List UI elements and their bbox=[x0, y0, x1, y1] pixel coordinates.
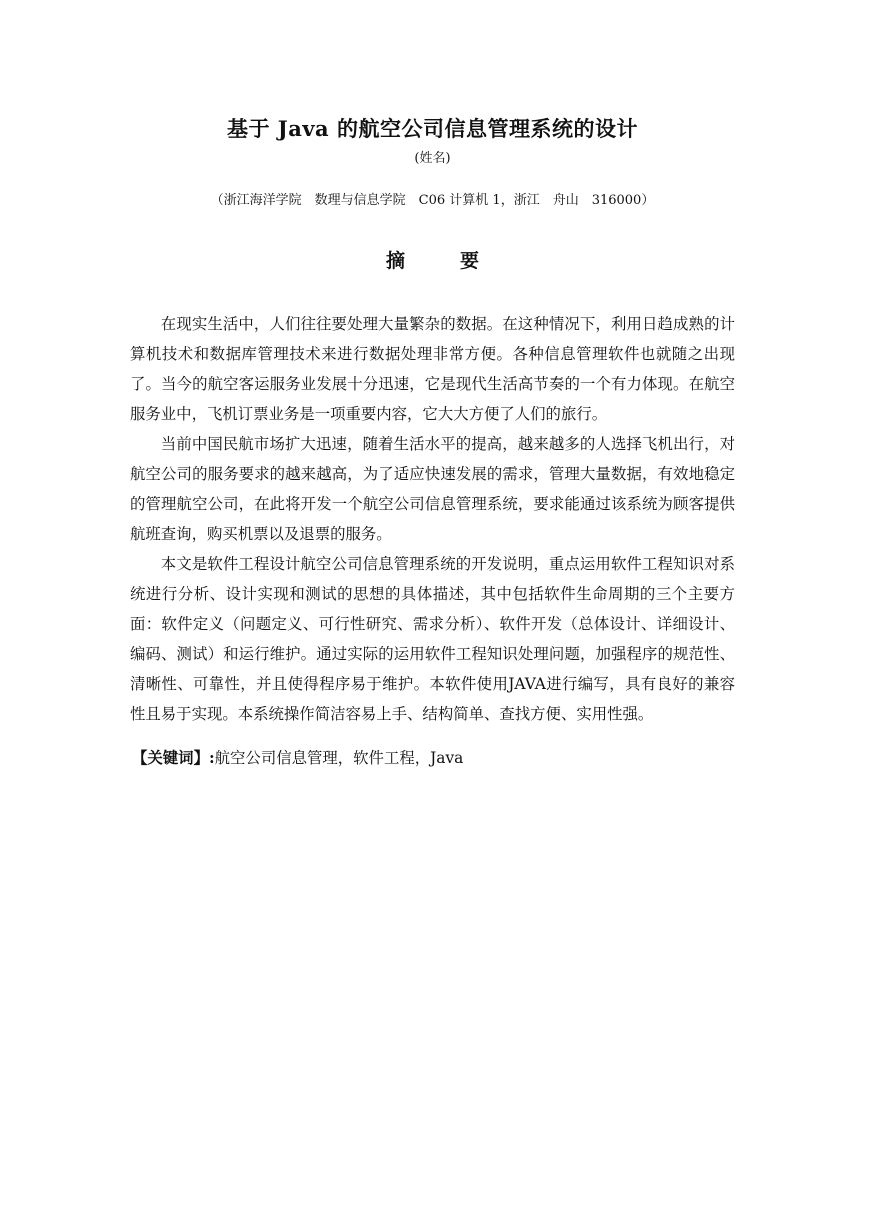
abstract-body bbox=[130, 309, 735, 729]
abstract-paragraph: 在现实生活中，人们往往要处理大量繁杂的数据。在这种情况下，利用日趋成熟的计算机技术和数据库管理技术来进行数据处理非常方便。各种信息管理软件也就随之出现了。当今的航空客运服务业发展十分迅速，它是现代生活高节奏的一个有力体现。在航空服务业中，飞机订票业务是一项重要内容，它大大方便了人们的旅行。 bbox=[130, 315, 735, 423]
author-affiliation: （浙江海洋学院 数理与信息学院 C06 计算机 1，浙江 舟山 316000） bbox=[210, 193, 655, 208]
abstract-paragraph: 当前中国民航市场扩大迅速，随着生活水平的提高，越来越多的人选择飞机出行，对航空公司的服务要求的越来越高，为了适应快速发展的需求，管理大量数据，有效地稳定的管理航空公司，在此将开发一个航空公司信息管理系统，要求能通过该系统为顾客提供航班查询，购买机票以及退票的服务。 bbox=[130, 435, 735, 543]
paper-title: 基于 Java 的航空公司信息管理系统的设计 bbox=[227, 116, 638, 141]
author-name: (姓名) bbox=[414, 151, 451, 166]
abstract-paragraph: 本文是软件工程设计航空公司信息管理系统的开发说明，重点运用软件工程知识对系统进行分析、设计实现和测试的思想的具体描述，其中包括软件生命周期的三个主要方面：软件定义（问题定义、可行性研究、需求分析）、软件开发（总体设计、详细设计、编码、测试）和运行维护。通过实际的运用软件工程知识处理问题，加强程序的规范性、清晰性、可靠性，并且使得程序易于维护。本软件使用JAVA进行编写，具有良好的兼容性且易于实现。本系统操作简洁容易上手、结构简单、查找方便、实用性强。 bbox=[130, 555, 735, 723]
abstract-heading: 摘 要 bbox=[385, 250, 497, 272]
keywords-line bbox=[132, 743, 735, 773]
keywords-label: 【关键词】: bbox=[132, 749, 215, 767]
keywords-text: 航空公司信息管理，软件工程，Java bbox=[214, 749, 464, 767]
